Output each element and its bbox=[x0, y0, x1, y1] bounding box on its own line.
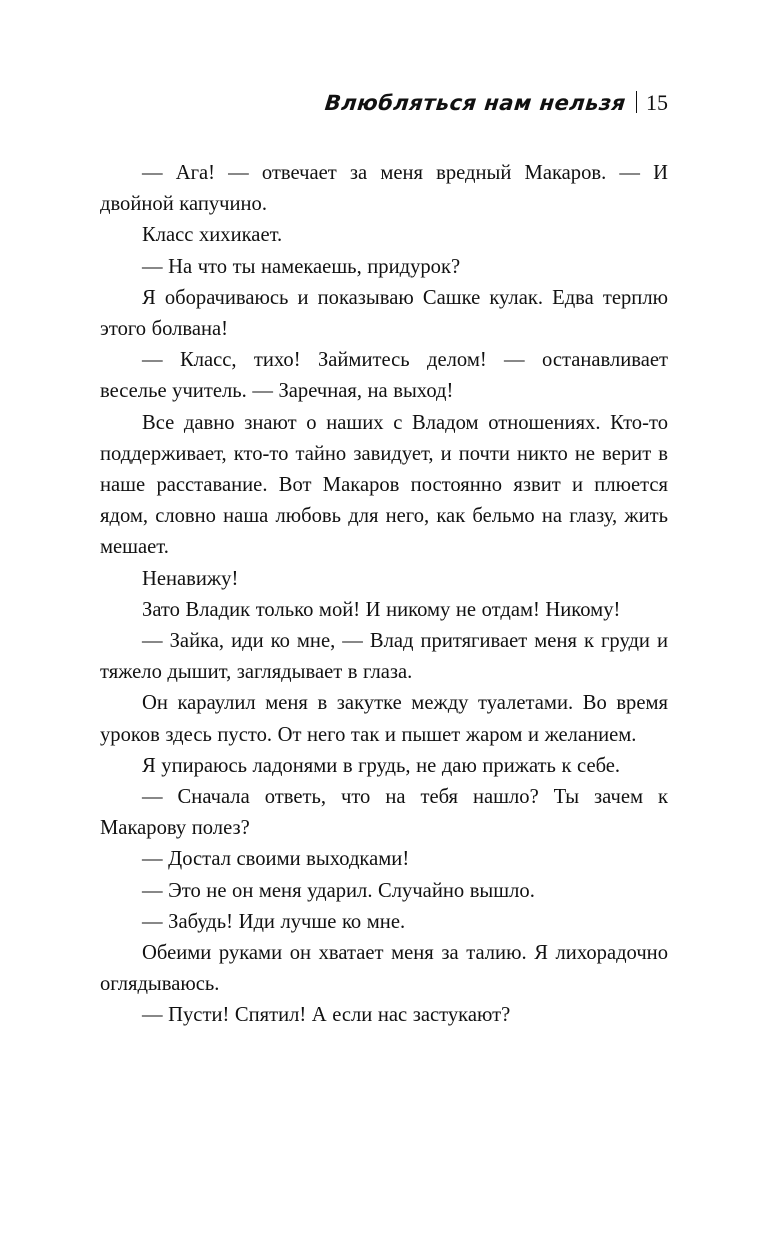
page-body bbox=[100, 158, 668, 1032]
paragraph: Я оборачиваюсь и показываю Сашке кулак. Едва терплю этого болвана! bbox=[100, 286, 668, 341]
paragraph: — Сначала ответь, что на тебя нашло? Ты зачем к Макарову полез? bbox=[100, 786, 668, 840]
book-title: Влюбляться нам нельзя bbox=[323, 91, 627, 115]
paragraph: — Забудь! Иди лучше ко мне. bbox=[142, 910, 406, 933]
paragraph: — Пусти! Спятил! А если нас застукают? bbox=[142, 1004, 511, 1027]
paragraph: Зато Владик только мой! И никому не отдам! Никому! bbox=[142, 598, 621, 621]
paragraph: — Достал своими выходками! bbox=[142, 848, 410, 871]
paragraph: Ненавижу! bbox=[142, 567, 239, 590]
paragraph: — Ага! — отвечает за меня вредный Макаров. — И двойной капучино. bbox=[100, 162, 668, 216]
paragraph: — Это не он меня ударил. Случайно вышло. bbox=[142, 879, 535, 902]
paragraph: — На что ты намекаешь, придурок? bbox=[142, 255, 461, 278]
paragraph: Он караулил меня в закутке между туалетами. Во время уроков здесь пусто. От него так и пышет жаром и желанием. bbox=[100, 692, 668, 746]
paragraph: Я упираюсь ладонями в грудь, не даю прижать к себе. bbox=[142, 754, 621, 777]
page-number: 15 bbox=[646, 90, 668, 115]
header-divider bbox=[636, 91, 638, 113]
paragraph: Класс хихикает. bbox=[142, 224, 283, 247]
paragraph: Обеими руками он хватает меня за талию. Я лихорадочно оглядываюсь. bbox=[100, 942, 668, 996]
page-header bbox=[0, 88, 768, 116]
paragraph: — Зайка, иди ко мне, — Влад притягивает меня к груди и тяжело дышит, заглядывает в глаза. bbox=[100, 630, 668, 684]
paragraph: Все давно знают о наших с Владом отношениях. Кто-то поддерживает, кто-то тайно завидует, и почти никто не верит в наше расставание. Вот Макаров постоянно язвит и плюется ядом, словно наша любовь для него, как бельмо на глазу, жить мешает. bbox=[100, 411, 668, 559]
paragraph: — Класс, тихо! Займитесь делом! — останавливает веселье учитель. — Заречная, на выход! bbox=[100, 349, 668, 403]
